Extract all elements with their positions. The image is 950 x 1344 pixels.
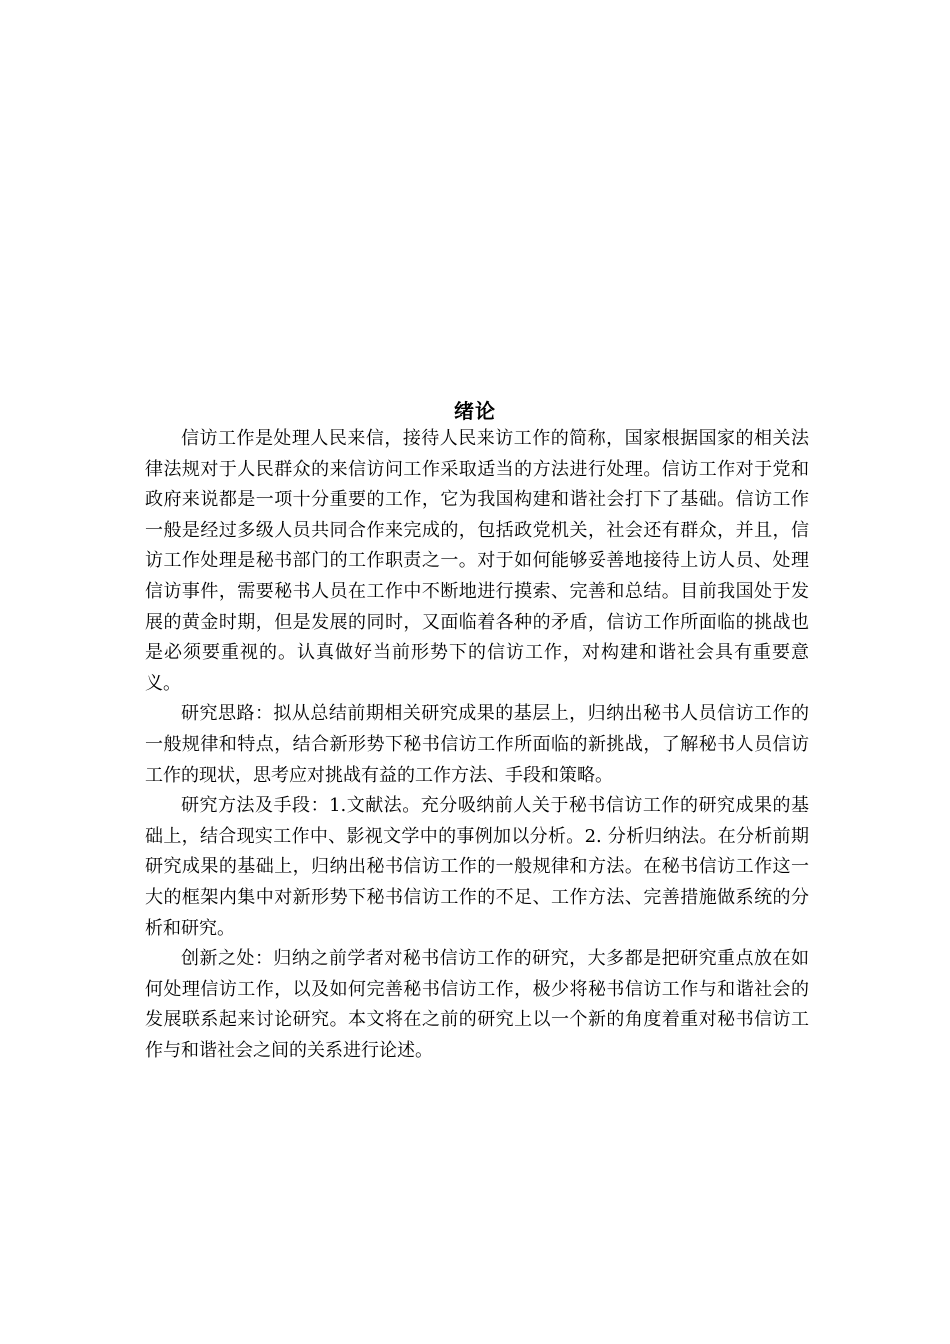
paragraph-innovation: 创新之处：归纳之前学者对秘书信访工作的研究，大多都是把研究重点放在如何处理信访工作，以及如何完善秘书信访工作，极少将秘书信访工作与和谐社会的发展联系起来讨论研究。本文将在之前的研究上以一个新的角度着重对秘书信访工作与和谐社会之间的关系进行论述。 [145,948,809,1061]
page-title: 绪论 [454,399,496,423]
paragraph-research-methods: 研究方法及手段：1.文献法。充分吸纳前人关于秘书信访工作的研究成果的基础上，结合现实工作中、影视文学中的事例加以分析。2. 分析归纳法。在分析前期研究成果的基础上，归纳出秘书信访工作的一般规律和方法。在秘书信访工作这一大的框架内集中对新形势下秘书信访工作的不足、工作方法、完善措施做系统的分析和研究。 [145,795,809,939]
document-body [145,424,809,1066]
paragraph-intro: 信访工作是处理人民来信，接待人民来访工作的简称，国家根据国家的相关法律法规对于人民群众的来信访问工作采取适当的方法进行处理。信访工作对于党和政府来说都是一项十分重要的工作，它为我国构建和谐社会打下了基础。信访工作一般是经过多级人员共同合作来完成的，包括政党机关，社会还有群众，并且，信访工作处理是秘书部门的工作职责之一。对于如何能够妥善地接待上访人员、处理信访事件，需要秘书人员在工作中不断地进行摸索、完善和总结。目前我国处于发展的黄金时期，但是发展的同时，又面临着各种的矛盾，信访工作所面临的挑战也是必须要重视的。认真做好当前形势下的信访工作，对构建和谐社会具有重要意义。 [145,428,809,694]
paragraph-research-approach: 研究思路：拟从总结前期相关研究成果的基层上，归纳出秘书人员信访工作的一般规律和特点，结合新形势下秘书信访工作所面临的新挑战，了解秘书人员信访工作的现状，思考应对挑战有益的工作方法、手段和策略。 [145,703,809,786]
